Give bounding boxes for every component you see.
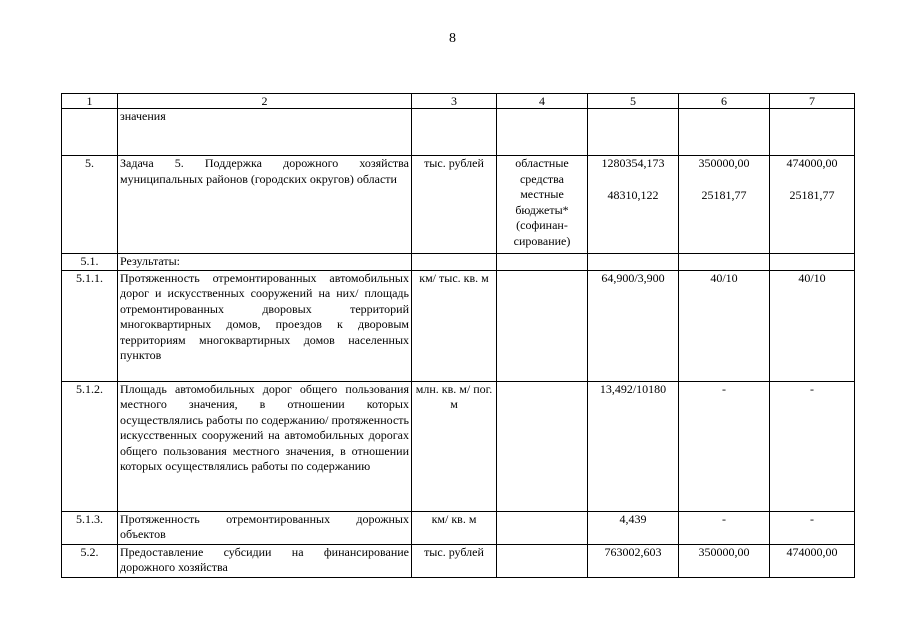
- row-description: Результаты:: [118, 254, 412, 271]
- row-col5: 13,492/10180: [588, 381, 679, 511]
- row-col6: [679, 254, 770, 271]
- row-col6: 350000,00: [679, 544, 770, 577]
- row-col7: [770, 156, 855, 254]
- row-number: 5.1.3.: [62, 511, 118, 544]
- value-local: 25181,77: [789, 187, 835, 202]
- row-number: [62, 109, 118, 156]
- row-number: 5.1.2.: [62, 381, 118, 511]
- row-source: [497, 270, 588, 381]
- header-cell: 4: [497, 94, 588, 109]
- row-source: [497, 109, 588, 156]
- table-row: [62, 511, 855, 544]
- row-col6: [679, 156, 770, 254]
- value-regional: 350000,00: [698, 156, 750, 170]
- row-unit: тыс. рублей: [412, 544, 497, 577]
- value-regional: 1280354,173: [601, 156, 665, 170]
- table-row: [62, 109, 855, 156]
- page-number: 8: [449, 31, 456, 46]
- row-description: Задача 5. Поддержка дорожного хозяйства муниципальных районов (городских округов) области: [118, 156, 412, 254]
- table-row: [62, 544, 855, 577]
- header-cell: 3: [412, 94, 497, 109]
- row-number: 5.2.: [62, 544, 118, 577]
- row-col6: -: [679, 381, 770, 511]
- table-row: [62, 156, 855, 254]
- row-col5: [588, 156, 679, 254]
- row-unit: млн. кв. м/ пог. м: [412, 381, 497, 511]
- row-source: [497, 254, 588, 271]
- table-row: [62, 270, 855, 381]
- row-number: 5.1.: [62, 254, 118, 271]
- row-col7: 474000,00: [770, 544, 855, 577]
- table-row: [62, 381, 855, 511]
- row-description: Площадь автомобильных дорог общего пользования местного значения, в отношении которых осуществлялись работы по содержанию/ протяженность искусственных сооружений на автомобильных дорогах общего пользования местного значения, в отношении которых осуществлялись работы по содержанию: [118, 381, 412, 511]
- row-description: Протяженность отремонтированных автомобильных дорог и искусственных сооружений на них/ площадь отремонтированных дворовых территорий многоквартирных домов, проездов к дворовым территориям многоквартирных домов населенных пунктов: [118, 270, 412, 381]
- row-unit: км/ кв. м: [412, 511, 497, 544]
- program-table: [61, 93, 855, 578]
- row-number: 5.: [62, 156, 118, 254]
- header-cell: 7: [770, 94, 855, 109]
- row-source: [497, 511, 588, 544]
- row-unit: км/ тыс. кв. м: [412, 270, 497, 381]
- row-unit: тыс. рублей: [412, 156, 497, 254]
- row-col7: [770, 254, 855, 271]
- row-col5: [588, 109, 679, 156]
- row-col7: -: [770, 381, 855, 511]
- row-unit: [412, 109, 497, 156]
- row-col5: 763002,603: [588, 544, 679, 577]
- row-col5: 64,900/3,900: [588, 270, 679, 381]
- header-cell: 1: [62, 94, 118, 109]
- row-col5: [588, 254, 679, 271]
- row-col7: -: [770, 511, 855, 544]
- header-cell: 5: [588, 94, 679, 109]
- row-col6: -: [679, 511, 770, 544]
- value-local: 48310,122: [607, 187, 659, 202]
- header-row: [62, 94, 855, 109]
- row-col7: 40/10: [770, 270, 855, 381]
- row-col6: 40/10: [679, 270, 770, 381]
- row-source: [497, 381, 588, 511]
- row-col7: [770, 109, 855, 156]
- value-regional: 474000,00: [786, 156, 838, 170]
- row-description: Протяженность отремонтированных дорожных объектов: [118, 511, 412, 544]
- row-source: областные средства местные бюджеты* (софинан-сирование): [497, 156, 588, 254]
- value-local: 25181,77: [701, 187, 747, 202]
- row-col6: [679, 109, 770, 156]
- header-cell: 6: [679, 94, 770, 109]
- row-source: [497, 544, 588, 577]
- table-row: [62, 254, 855, 271]
- row-col5: 4,439: [588, 511, 679, 544]
- row-description: Предоставление субсидии на финансирование дорожного хозяйства: [118, 544, 412, 577]
- header-cell: 2: [118, 94, 412, 109]
- row-description: значения: [118, 109, 412, 156]
- row-unit: [412, 254, 497, 271]
- row-number: 5.1.1.: [62, 270, 118, 381]
